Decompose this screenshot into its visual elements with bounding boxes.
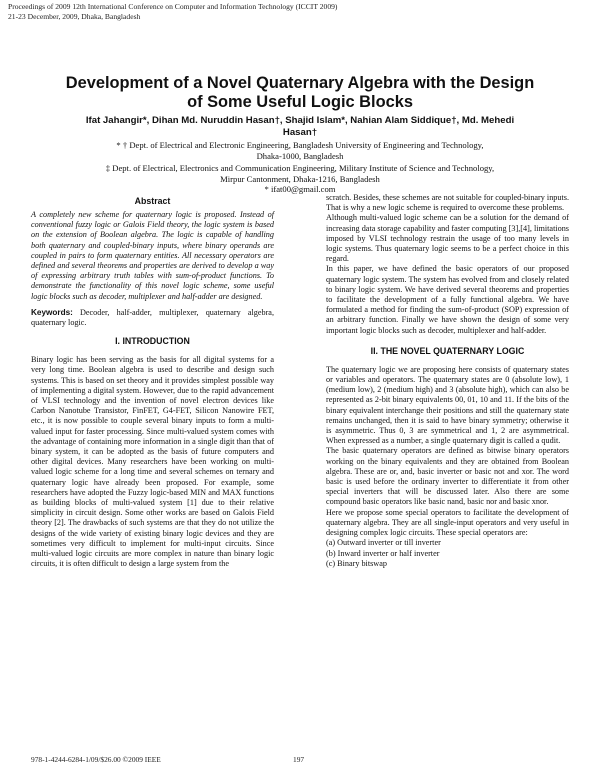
introduction-text: Binary logic has been serving as the basis for all digital systems for a very long time. Boolean algebra is used to describe and design such systems. This is based on set theory and it provides simplest possible way of implementing a digital system. However, due to the rapid advancement of VLSI technology and the invention of novel electron devices like Carbon Nanotube Transistor, FinFET, G4-FET, Silicon Nanowire FET, etc., it is now possible to couple several binary inputs to form a multi-valued input for faster processing. Since multi-valued system comes with the advantage of containing more information in a single digit than that of binary system, it can be adopted as the basis of future computers and other digital devices. Many researchers have been working on multi-valued logic scheme for a long time and several schemes on ternary and quaternary logic have already been proposed. For example, some researchers have adopted the Fuzzy logic-based MIN and MAX functions as building blocks of multi-valued system [1] due to their relative simplicity in circuit design. Some other works are based on Galois Field theory [2]. The drawbacks of such systems are that they do not utilize the designs of the wide variety of existing binary logic devices and they are sometimes very difficult to implement for multi-input circuits. Since multi-valued logic circuits are more complex in nature than binary logic circuits, it is often difficult to design a large system from the xyxy=(31,355,274,569)
conference-line-1: Proceedings of 2009 12th International Conference on Computer and Information Technology (ICCIT 2009) xyxy=(8,2,338,11)
affiliation-1-line-2: Dhaka-1000, Bangladesh xyxy=(256,150,344,161)
corresponding-email: * ifat00@gmail.com xyxy=(264,184,336,195)
conference-line-2: 21-23 December, 2009, Dhaka, Bangladesh xyxy=(8,12,141,21)
page-number: 197 xyxy=(293,755,305,764)
authors-line-2: Hasan† xyxy=(282,126,318,138)
affiliation-1-line-1: * † Dept. of Electrical and Electronic Engineering, Bangladesh University of Engineering and Technology, xyxy=(116,140,484,150)
right-paragraph-3: In this paper, we have defined the basic operators of our proposed quaternary logic system. The system has evolved from and closely related to binary logic system. We have derived several theorems and properties to facilitate the development of a fully functional algebra. We have formulated a method for finding the sum-of-product (SOP) expression of an arbitrary function. Finally we have shown the design of some very important logic blocks such as decoder, multiplexer and half-adder. xyxy=(326,264,569,335)
right-paragraph-2: Although multi-valued logic scheme can be a solution for the demand of increasing data storage capability and faster computing [3],[4], limitations imposed by VLSI technology restrain the usage of too many levels in logic systems. Thus quaternary logic seems to be a perfect choice in this regard. xyxy=(326,213,569,264)
right-paragraph-4: The quaternary logic we are proposing here consists of quaternary states or variables and operators. The quaternary states are 0 (absolute low), 1 (medium low), 2 (medium high) and 3 (absolute high), which can also be represented as 2-bit binary equivalents 00, 01, 10 and 11. If the bits of the binary equivalent interchange their positions and still the quaternary state remains unchanged, then it is said to have binary symmetry; otherwise it is asymmetric. Thus 0, 3 are symmetrical and 1, 2 are asymmetrical. When expressed as a number, a single quaternary digit is called a qudit. xyxy=(326,364,569,446)
title-line-1: Development of a Novel Quaternary Algebra with the Design xyxy=(65,74,535,92)
list-item-b: (b) Inward inverter or half inverter xyxy=(326,548,440,558)
left-column xyxy=(31,196,274,570)
right-paragraph-1: scratch. Besides, these schemes are not suitable for coupled-binary inputs. That is why a new logic scheme is required to overcome these problems. xyxy=(326,193,569,213)
keywords xyxy=(31,308,274,328)
conference-header xyxy=(8,2,337,22)
affiliation-2 xyxy=(60,163,540,195)
right-column xyxy=(326,193,569,569)
isbn-footer: 978-1-4244-6284-1/09/$26.00 ©2009 IEEE xyxy=(31,755,161,764)
list-item-c: (c) Binary bitswap xyxy=(326,558,387,568)
affiliation-1 xyxy=(60,140,540,161)
keywords-label: Keywords: xyxy=(31,307,73,317)
abstract-heading: Abstract xyxy=(134,196,171,206)
section-2-heading: II. THE NOVEL QUATERNARY LOGIC xyxy=(370,345,525,356)
introduction-heading: I. INTRODUCTION xyxy=(115,336,190,347)
affiliation-2-line-2: Mirpur Cantonment, Dhaka-1216, Bangladesh xyxy=(220,173,380,184)
list-item-a: (a) Outward inverter or till inverter xyxy=(326,538,441,548)
paper-title xyxy=(40,74,560,112)
abstract-text: A completely new scheme for quaternary logic is proposed. Instead of conventional fuzzy logic or Galois Field theory, the logic system is based on the extension of Boolean algebra. The logic is capable of handling both quaternary and coupled-binary inputs, where binary operands are coupled in pairs to form quaternary entities. All necessary operators are defined and several theorems and properties are derived to develop a way of expressing arbitrary truth tables with sum-of-product functions. To demonstrate the functionality of this novel logic scheme, some useful logic blocks such as decoder, multiplexer and half-adder are designed. xyxy=(31,210,274,301)
right-paragraph-6: Here we propose some special operators to facilitate the development of quaternary algebra. They are all single-input operators and very useful in designing complex logic circuits. These special operators are: xyxy=(326,507,569,538)
author-list xyxy=(40,115,560,138)
right-paragraph-5: The basic quaternary operators are defined as bitwise binary operators working on the binary equivalents and they are obtained from Boolean algebra. These are or, and, basic inverter or basic not and xor. The word basic is used before the ordinary inverter to differentiate it from other special inverters that will be discussed later. Also there are some compound basic operators like basic nand, basic nor and basic xnor. xyxy=(326,446,569,507)
authors-line-1: Ifat Jahangir*, Dihan Md. Nuruddin Hasan†, Shajid Islam*, Nahian Alam Siddique†, Md. Mehedi xyxy=(85,115,515,126)
keywords-text: Decoder, half-adder, multiplexer, quaternary algebra, quaternary logic. xyxy=(31,307,274,328)
title-line-2: of Some Useful Logic Blocks xyxy=(187,93,413,111)
affiliation-2-line-1: ‡ Dept. of Electrical, Electronics and Communication Engineering, Military Institute of Science and Technology, xyxy=(105,163,495,173)
